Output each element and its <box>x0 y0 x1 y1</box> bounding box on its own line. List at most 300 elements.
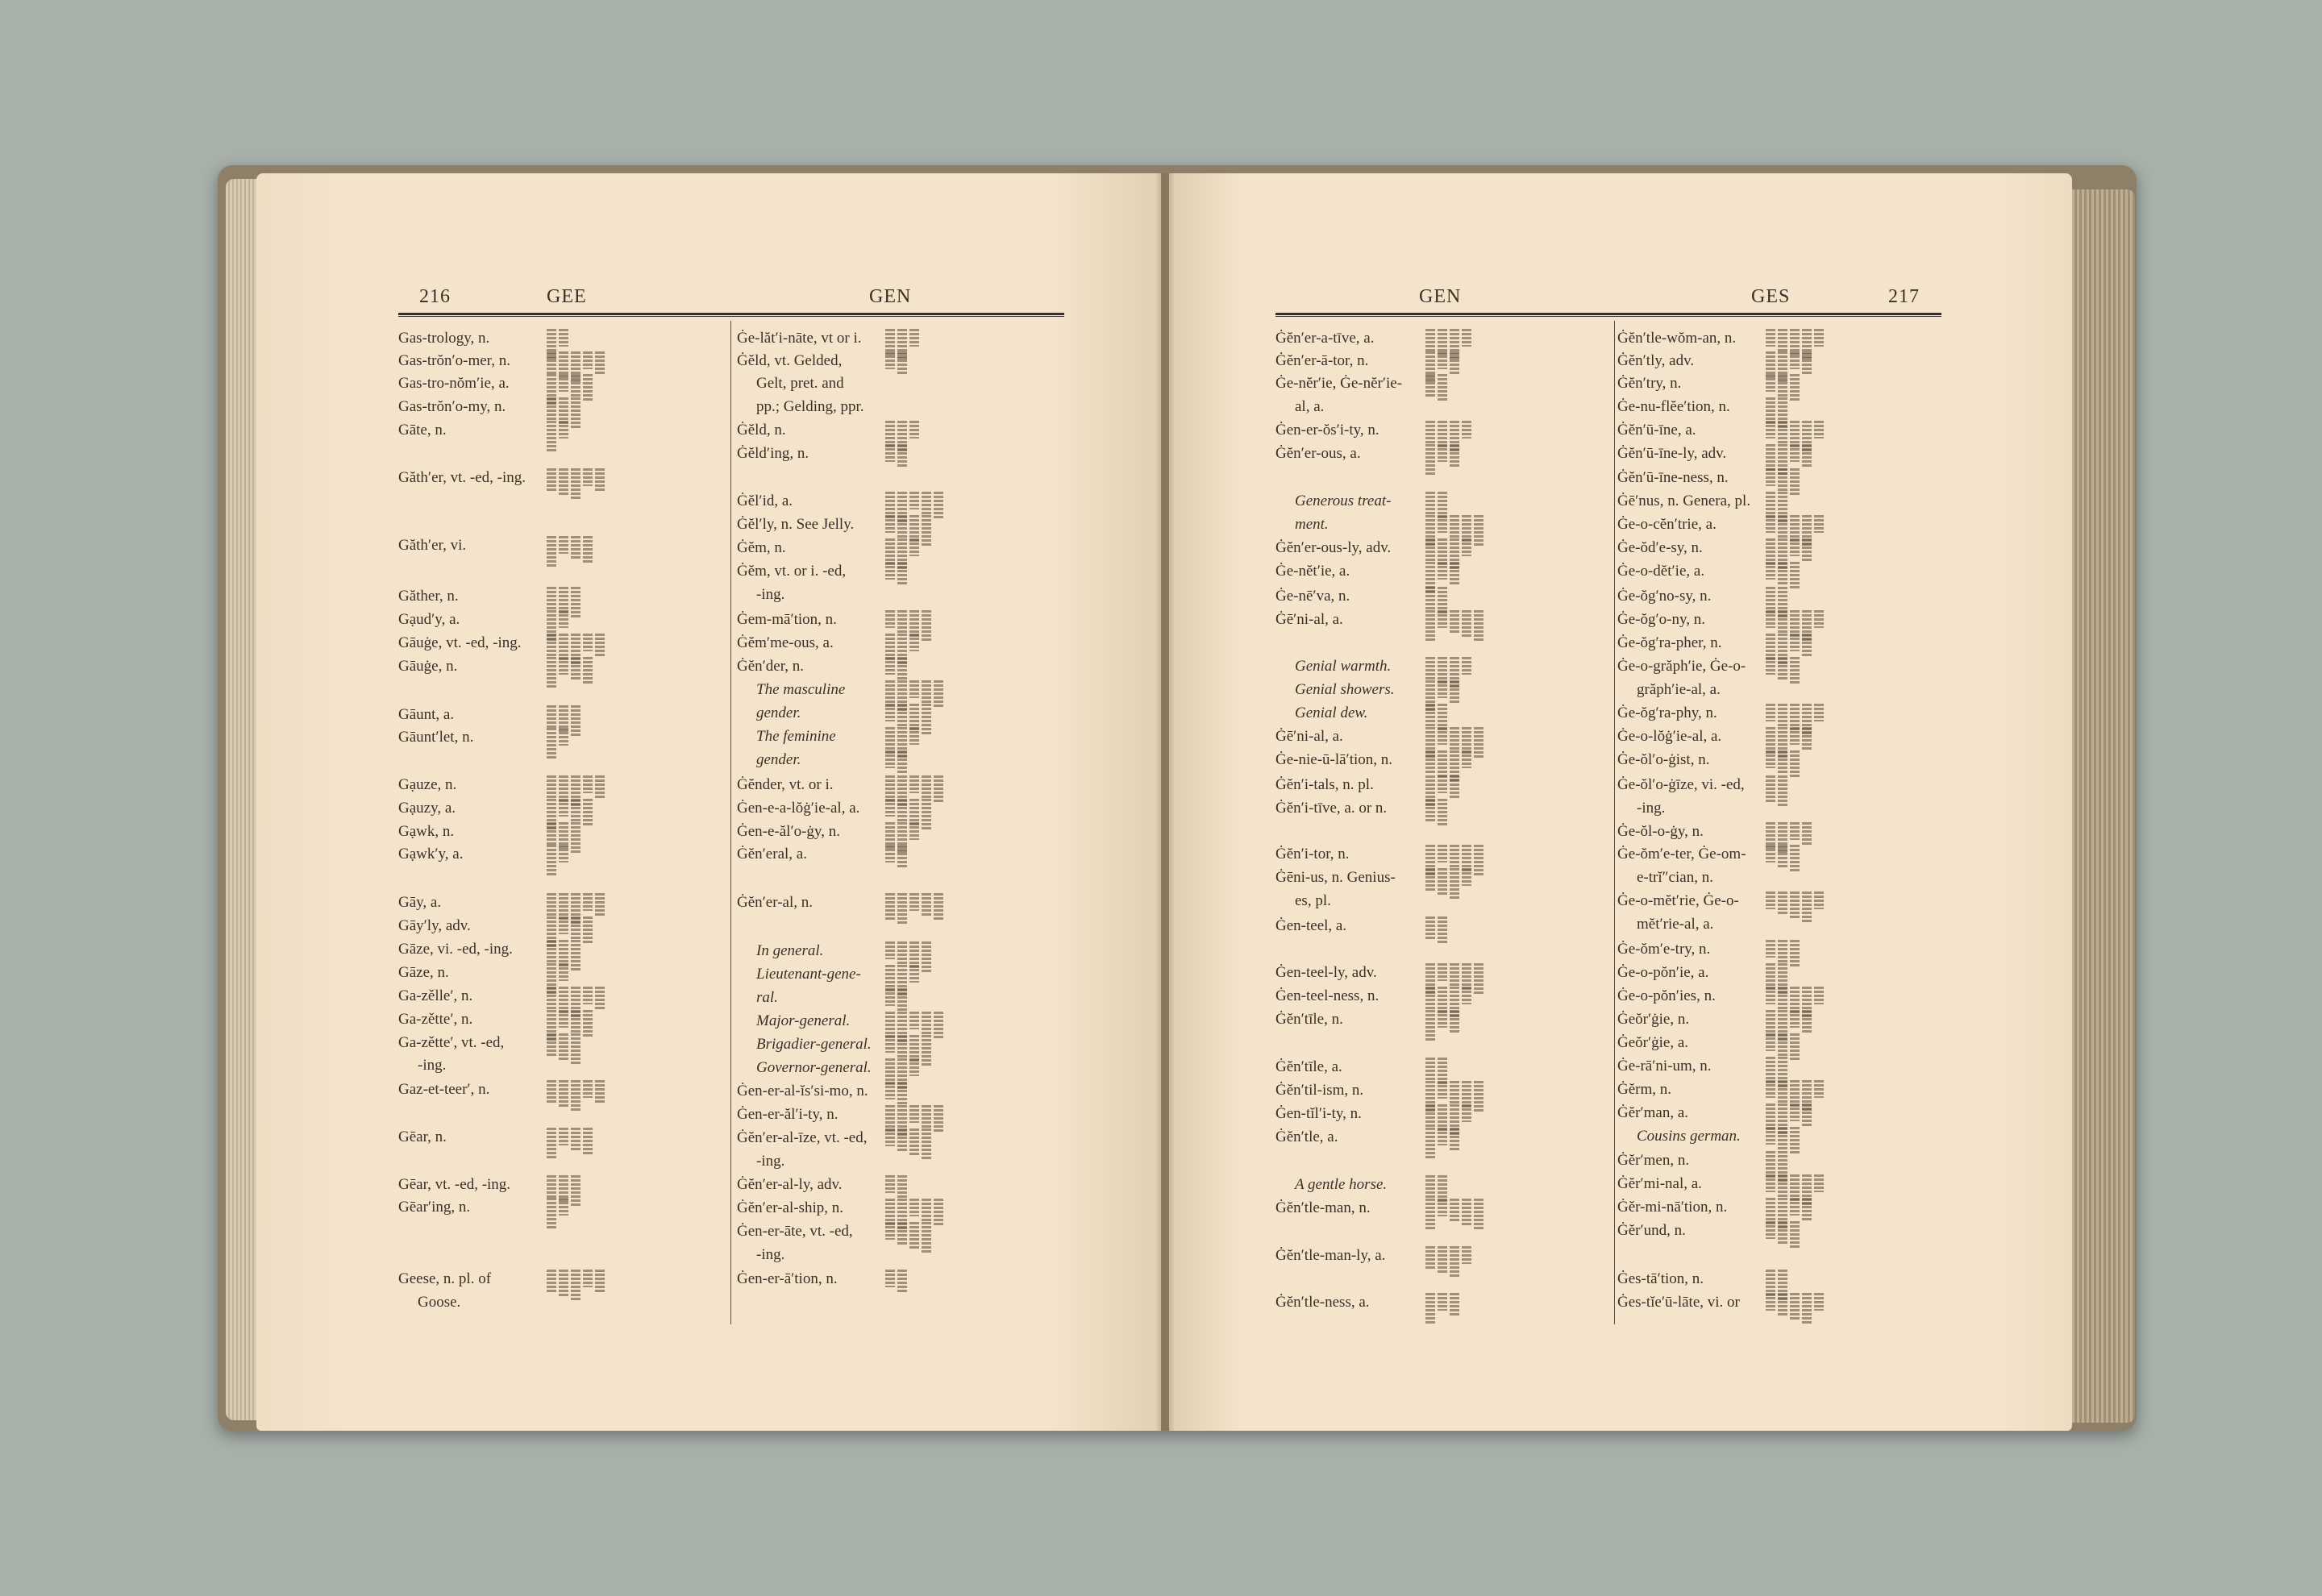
dictionary-entry: Brigadier-general. <box>756 1036 872 1053</box>
gloss-stroke <box>571 374 580 397</box>
gloss-stroke <box>1766 610 1775 628</box>
dictionary-entry: Ġĕl′id, a. <box>737 493 793 509</box>
gloss-stroke <box>571 657 580 680</box>
dictionary-entry: Ġe-ŏd′e-sy, n. <box>1617 539 1703 556</box>
dictionary-entry: Ġē′ni-al, a. <box>1275 611 1343 628</box>
dictionary-entry: Ġe-ŏg′ra-pher, n. <box>1617 634 1722 651</box>
dictionary-entry: Ġe-ŏl-o-ġy, n. <box>1617 823 1704 840</box>
gloss-stroke <box>1802 1010 1812 1033</box>
gloss-stroke <box>1814 987 1824 1004</box>
gloss-stroke <box>1462 538 1471 556</box>
gloss-stroke <box>1766 515 1775 533</box>
gloss-stroke <box>559 657 568 675</box>
gloss-stroke <box>547 634 556 656</box>
gloss-stroke <box>885 657 895 675</box>
gloss-stroke <box>1790 1033 1800 1061</box>
gloss-stroke <box>1778 1080 1787 1103</box>
dictionary-entry: Ġĕrm, n. <box>1617 1081 1672 1098</box>
gloss-stroke <box>547 536 556 568</box>
left-header-guide-start: GEE <box>547 286 587 307</box>
gloss-stroke <box>1814 1174 1824 1192</box>
gloss-stroke <box>1438 610 1447 628</box>
gloss-stroke <box>1778 610 1787 633</box>
gloss-stroke <box>1778 421 1787 443</box>
dictionary-entry: Ġes-tĭe′ū-lāte, vi. or <box>1617 1294 1740 1311</box>
gloss-stroke <box>1766 1174 1775 1192</box>
dictionary-entry: Ġĕn′er-ā-tor, n. <box>1275 352 1369 369</box>
dictionary-entry: Gēar, vt. -ed, -ing. <box>398 1176 511 1193</box>
japanese-gloss-texture <box>547 1198 568 1230</box>
gloss-stroke <box>1462 1199 1471 1226</box>
gloss-stroke <box>922 1222 931 1254</box>
dictionary-entry: Ġe-nĕr′ie, Ġe-nĕr′ie- <box>1275 375 1403 392</box>
gloss-stroke <box>1425 1128 1435 1160</box>
dictionary-entry: Ġē′nus, n. Genera, pl. <box>1617 493 1751 509</box>
dictionary-entry: Ga-zětte′, vt. -ed, <box>398 1034 505 1051</box>
dictionary-entry: Ġe-lăt′i-nāte, vt or i. <box>737 330 862 347</box>
gloss-stroke <box>897 1082 907 1104</box>
gloss-stroke <box>909 965 919 983</box>
gloss-stroke <box>1425 587 1435 609</box>
dictionary-entry: Gaz-et-teer′, n. <box>398 1081 490 1098</box>
gloss-stroke <box>1802 1293 1812 1325</box>
dictionary-entry: Gāy, a. <box>398 894 442 911</box>
gloss-stroke <box>885 562 895 580</box>
dictionary-entry: Ġĕn′er-al-īze, vt. -ed, <box>737 1129 868 1146</box>
japanese-gloss-texture <box>547 728 568 760</box>
japanese-gloss-texture <box>1766 657 1800 684</box>
gloss-stroke <box>547 1198 556 1230</box>
gloss-stroke <box>1802 634 1812 656</box>
dictionary-entry: es, pl. <box>1295 892 1331 909</box>
gloss-stroke <box>922 1128 931 1161</box>
gloss-stroke <box>571 1033 580 1066</box>
gloss-stroke <box>1425 444 1435 476</box>
gloss-stroke <box>885 351 895 369</box>
gloss-stroke <box>583 1080 593 1098</box>
gloss-stroke <box>934 1199 943 1226</box>
dictionary-entry: Găth′er, vi. <box>398 537 467 554</box>
japanese-gloss-texture <box>1425 444 1459 476</box>
gloss-stroke <box>1425 1010 1435 1042</box>
gloss-stroke <box>571 397 580 430</box>
dictionary-entry: Ġe-nĕt′ie, a. <box>1275 563 1350 580</box>
gloss-stroke <box>547 397 556 420</box>
gloss-stroke <box>559 374 568 392</box>
gloss-stroke <box>1802 1103 1812 1126</box>
gloss-stroke <box>1425 1058 1435 1080</box>
gloss-stroke <box>897 941 907 964</box>
gloss-stroke <box>571 1128 580 1150</box>
dictionary-entry: Ġĕm′me-ous, a. <box>737 634 834 651</box>
dictionary-entry: Ġen-tĭl′i-ty, n. <box>1275 1105 1362 1122</box>
gloss-stroke <box>1766 1293 1775 1311</box>
dictionary-entry: Ġĕn′til-ism, n. <box>1275 1082 1364 1099</box>
japanese-gloss-texture <box>1425 374 1447 401</box>
dictionary-entry: Ġe-o-cĕn′trie, a. <box>1617 516 1717 533</box>
gloss-stroke <box>1462 421 1471 438</box>
gloss-stroke <box>1766 775 1775 803</box>
gloss-stroke <box>547 705 556 728</box>
dictionary-entry: Ġēni-us, n. Genius- <box>1275 869 1396 886</box>
gloss-stroke <box>1474 845 1484 877</box>
gloss-stroke <box>583 468 593 486</box>
gloss-stroke <box>547 1270 556 1292</box>
japanese-gloss-texture <box>547 468 605 501</box>
japanese-gloss-texture <box>547 1270 605 1302</box>
gloss-stroke <box>1814 610 1824 628</box>
gloss-stroke <box>1438 374 1447 401</box>
gloss-stroke <box>583 1128 593 1155</box>
gloss-stroke <box>1450 515 1459 538</box>
japanese-gloss-texture <box>547 1080 605 1112</box>
gloss-stroke <box>583 374 593 401</box>
dictionary-entry: -ing. <box>756 1153 785 1170</box>
dictionary-entry: -ing. <box>756 1246 785 1263</box>
dictionary-entry: Gạuze, n. <box>398 776 457 793</box>
gloss-stroke <box>897 845 907 867</box>
gloss-stroke <box>559 963 568 981</box>
gloss-stroke <box>1790 351 1800 369</box>
dictionary-entry: gender. <box>756 751 801 768</box>
gloss-stroke <box>1450 1081 1459 1103</box>
dictionary-entry: Genial warmth. <box>1295 658 1392 675</box>
dictionary-entry: Ġe-o-lŏġ′ie-al, a. <box>1617 728 1722 745</box>
dictionary-entry: Gāte, n. <box>398 422 447 438</box>
gloss-stroke <box>1474 610 1484 642</box>
gloss-stroke <box>1462 868 1471 886</box>
gloss-stroke <box>583 536 593 563</box>
dictionary-entry: Ga-zělle′, n. <box>398 987 473 1004</box>
dictionary-entry: al, a. <box>1295 398 1325 415</box>
gloss-stroke <box>1425 1246 1435 1269</box>
dictionary-entry: Gāze, vi. -ed, -ing. <box>398 941 513 958</box>
dictionary-entry: Ġen-er-ā′tion, n. <box>737 1270 838 1287</box>
japanese-gloss-texture <box>885 1222 931 1254</box>
gloss-stroke <box>547 1175 556 1198</box>
gloss-stroke <box>571 1175 580 1207</box>
dictionary-entry: Gēar, n. <box>398 1128 447 1145</box>
dictionary-entry: Gạuzy, a. <box>398 800 456 817</box>
gloss-stroke <box>1438 1128 1447 1145</box>
dictionary-entry: Ġĕn′ū-īne-ly, adv. <box>1617 445 1727 462</box>
gloss-stroke <box>1438 868 1447 896</box>
gloss-stroke <box>909 634 919 651</box>
dictionary-entry: -ing. <box>1637 800 1666 817</box>
gloss-stroke <box>547 421 556 453</box>
gloss-stroke <box>885 988 895 1006</box>
dictionary-entry: Găther, n. <box>398 588 459 605</box>
dictionary-entry: Ġen-teel, a. <box>1275 917 1347 934</box>
gloss-stroke <box>1790 374 1800 401</box>
dictionary-entry: Ġĕn′tle-man-ly, a. <box>1275 1247 1386 1264</box>
gloss-stroke <box>595 1270 605 1292</box>
dictionary-entry: Gāy′ly, adv. <box>398 917 471 934</box>
dictionary-entry: Ġe-ŏg′no-sy, n. <box>1617 588 1712 605</box>
gloss-stroke <box>1778 515 1787 538</box>
gloss-stroke <box>1814 515 1824 533</box>
gloss-stroke <box>1778 329 1787 351</box>
dictionary-entry: Ġen-e-a-lŏġ′ie-al, a. <box>737 800 860 817</box>
gloss-stroke <box>1425 750 1435 773</box>
gloss-stroke <box>909 1199 919 1216</box>
gloss-stroke <box>1462 610 1471 638</box>
gloss-stroke <box>1450 1293 1459 1315</box>
dictionary-entry: Ġeŏr′ġie, n. <box>1617 1011 1690 1028</box>
dictionary-entry: Generous treat- <box>1295 493 1392 509</box>
gloss-stroke <box>885 1082 895 1099</box>
dictionary-entry: Găth′er, vt. -ed, -ing. <box>398 469 526 486</box>
dictionary-entry: Gāunt, a. <box>398 706 455 723</box>
dictionary-entry: Genial dew. <box>1295 704 1368 721</box>
gloss-stroke <box>559 1010 568 1028</box>
dictionary-entry: Gelt, pret. and <box>756 375 844 392</box>
gloss-stroke <box>909 1012 919 1029</box>
gloss-stroke <box>1790 940 1800 967</box>
japanese-gloss-texture <box>1766 775 1787 808</box>
gloss-stroke <box>547 987 556 1009</box>
gloss-stroke <box>559 799 568 817</box>
gloss-stroke <box>583 916 593 944</box>
dictionary-entry: Gas-trŏn′o-mer, n. <box>398 352 510 369</box>
gloss-stroke <box>909 421 919 438</box>
gloss-stroke <box>1462 987 1471 1004</box>
gloss-stroke <box>1766 704 1775 721</box>
gloss-stroke <box>885 1175 895 1193</box>
dictionary-entry: Ġe-o-grăph′ie, Ġe-o- <box>1617 658 1746 675</box>
gloss-stroke <box>922 1035 931 1067</box>
gloss-stroke <box>1438 351 1447 369</box>
gloss-stroke <box>922 515 931 547</box>
gloss-stroke <box>547 940 556 962</box>
gloss-stroke <box>1462 1246 1471 1264</box>
gloss-stroke <box>897 1035 907 1058</box>
gloss-stroke <box>559 1033 568 1061</box>
dictionary-entry: Governor-general. <box>756 1059 872 1076</box>
dictionary-entry: Ġe-o-pŏn′ie, a. <box>1617 964 1709 981</box>
gloss-stroke <box>922 775 931 798</box>
gloss-stroke <box>1438 916 1447 944</box>
gloss-stroke <box>885 893 895 921</box>
japanese-gloss-texture <box>885 351 907 374</box>
dictionary-entry: Ġen-teel-ness, n. <box>1275 987 1379 1004</box>
gloss-stroke <box>1766 892 1775 909</box>
dictionary-entry: Major-general. <box>756 1012 851 1029</box>
dictionary-entry: Gas-trŏn′o-my, n. <box>398 398 506 415</box>
gloss-stroke <box>1425 329 1435 351</box>
gloss-stroke <box>583 1270 593 1287</box>
japanese-gloss-texture <box>1766 1221 1800 1249</box>
gloss-stroke <box>1790 750 1800 778</box>
gloss-stroke <box>897 610 907 633</box>
gloss-stroke <box>1790 468 1800 496</box>
gloss-stroke <box>885 515 895 533</box>
gloss-stroke <box>1778 987 1787 1009</box>
dictionary-entry: gender. <box>756 704 801 721</box>
gloss-stroke <box>1474 515 1484 547</box>
gloss-stroke <box>559 916 568 934</box>
dictionary-entry: Ġe-o-pŏn′ies, n. <box>1617 987 1716 1004</box>
gloss-stroke <box>909 727 919 745</box>
gloss-stroke <box>1450 1199 1459 1221</box>
gloss-stroke <box>1778 775 1787 808</box>
dictionary-entry: Ġĕn′tly, adv. <box>1617 352 1695 369</box>
gloss-stroke <box>1450 1128 1459 1150</box>
gloss-stroke <box>1766 1221 1775 1239</box>
japanese-gloss-texture <box>885 988 907 1011</box>
dictionary-entry: Ġe-nē′va, n. <box>1275 588 1350 605</box>
japanese-gloss-texture <box>885 1128 931 1161</box>
gloss-stroke <box>897 562 907 584</box>
japanese-gloss-texture <box>885 750 907 773</box>
gloss-stroke <box>559 536 568 554</box>
left-header-rule <box>398 313 1064 317</box>
gloss-stroke <box>547 845 556 877</box>
gloss-stroke <box>1766 1127 1775 1145</box>
japanese-gloss-texture <box>1425 1128 1459 1160</box>
dictionary-entry: Ġĕn′ū-īne, a. <box>1617 422 1696 438</box>
japanese-gloss-texture <box>1425 1293 1459 1325</box>
gloss-stroke <box>1438 1199 1447 1216</box>
gloss-stroke <box>1450 351 1459 374</box>
gloss-stroke <box>1790 1127 1800 1154</box>
gloss-stroke <box>559 845 568 862</box>
dictionary-entry: Gas-tro-nŏm′ie, a. <box>398 375 510 392</box>
gloss-stroke <box>571 1010 580 1033</box>
gloss-stroke <box>571 1080 580 1112</box>
gloss-stroke <box>1425 421 1435 443</box>
gloss-stroke <box>595 468 605 491</box>
gloss-stroke <box>934 492 943 519</box>
gloss-stroke <box>934 680 943 708</box>
gloss-stroke <box>1766 987 1775 1004</box>
gloss-stroke <box>1450 727 1459 750</box>
dictionary-entry: Ġĕn′er-al, n. <box>737 894 813 911</box>
gloss-stroke <box>922 941 931 974</box>
japanese-gloss-texture <box>1425 1199 1484 1231</box>
gloss-stroke <box>1790 1198 1800 1216</box>
dictionary-entry: Ġe-ŏg′o-ny, n. <box>1617 611 1705 628</box>
gloss-stroke <box>897 750 907 773</box>
dictionary-entry: Ġē′ni-al, a. <box>1275 728 1343 745</box>
dictionary-entry: Gạwk, n. <box>398 823 455 840</box>
gloss-stroke <box>922 799 931 831</box>
gloss-stroke <box>583 987 593 1004</box>
gloss-stroke <box>1778 1221 1787 1244</box>
japanese-gloss-texture <box>1766 1293 1824 1325</box>
gloss-stroke <box>559 728 568 746</box>
gloss-stroke <box>909 1105 919 1123</box>
dictionary-entry: -ing. <box>756 586 785 603</box>
gloss-stroke <box>885 610 895 628</box>
japanese-gloss-texture <box>547 1033 580 1066</box>
gloss-stroke <box>909 893 919 911</box>
dictionary-entry: Ġen-er-āte, vt. -ed, <box>737 1223 853 1240</box>
japanese-gloss-texture <box>1425 610 1484 642</box>
gloss-stroke <box>1425 987 1435 1009</box>
gloss-stroke <box>1438 799 1447 826</box>
dictionary-entry: Ġĕn′tle-ness, a. <box>1275 1294 1370 1311</box>
gloss-stroke <box>922 1012 931 1034</box>
dictionary-entry: ment. <box>1295 516 1329 533</box>
gloss-stroke <box>1438 845 1447 862</box>
dictionary-entry: Ġĕn′er-al-ly, adv. <box>737 1176 843 1193</box>
gloss-stroke <box>1766 1033 1775 1051</box>
gloss-stroke <box>1790 727 1800 745</box>
gloss-stroke <box>1802 351 1812 374</box>
gloss-stroke <box>1462 657 1471 675</box>
gloss-stroke <box>571 587 580 619</box>
gloss-stroke <box>1814 704 1824 721</box>
dictionary-entry: Goose. <box>418 1294 461 1311</box>
dictionary-entry: Ġĕn′tīle, a. <box>1275 1058 1342 1075</box>
left-column-divider <box>730 321 731 1324</box>
gloss-stroke <box>1425 538 1435 561</box>
gloss-stroke <box>1450 1246 1459 1278</box>
dictionary-entry: Ġĕr′men, n. <box>1617 1152 1690 1169</box>
japanese-gloss-texture <box>885 1175 907 1198</box>
gloss-stroke <box>571 468 580 501</box>
gloss-stroke <box>897 1128 907 1151</box>
gloss-stroke <box>595 893 605 916</box>
gloss-stroke <box>1790 634 1800 651</box>
dictionary-entry: Ġĕld, vt. Gelded, <box>737 352 843 369</box>
gloss-stroke <box>571 705 580 738</box>
dictionary-entry: Ġĕn′eral, a. <box>737 846 807 862</box>
gloss-stroke <box>1766 1080 1775 1098</box>
japanese-gloss-texture <box>547 657 593 689</box>
gloss-stroke <box>1814 892 1824 909</box>
gloss-stroke <box>559 468 568 496</box>
gloss-stroke <box>1790 562 1800 589</box>
japanese-gloss-texture <box>1425 1010 1459 1042</box>
gloss-stroke <box>922 893 931 916</box>
dictionary-entry: Ġĕr′und, n. <box>1617 1222 1686 1239</box>
gloss-stroke <box>1778 1127 1787 1149</box>
gloss-stroke <box>1438 963 1447 981</box>
gloss-stroke <box>1450 1010 1459 1033</box>
gloss-stroke <box>1778 940 1787 962</box>
gloss-stroke <box>1778 374 1787 397</box>
gloss-stroke <box>885 845 895 862</box>
dictionary-entry: Ġĕl′ly, n. See Jelly. <box>737 516 855 533</box>
japanese-gloss-texture <box>885 562 907 584</box>
gloss-stroke <box>1778 1174 1787 1197</box>
dictionary-entry: A gentle horse. <box>1295 1176 1388 1193</box>
gloss-stroke <box>1425 1175 1435 1198</box>
gloss-stroke <box>885 1270 895 1287</box>
gloss-stroke <box>1438 775 1447 793</box>
gloss-stroke <box>909 680 919 698</box>
gloss-stroke <box>559 1080 568 1108</box>
gloss-stroke <box>1778 845 1787 867</box>
gloss-stroke <box>1462 1104 1471 1122</box>
gloss-stroke <box>1790 538 1800 556</box>
gloss-stroke <box>1778 468 1787 491</box>
japanese-gloss-texture <box>1766 1127 1800 1154</box>
japanese-gloss-texture <box>885 657 907 680</box>
gloss-stroke <box>583 634 593 651</box>
dictionary-entry: Ġe-nu-flĕe′tion, n. <box>1617 398 1730 415</box>
left-header-guide-center: GEN <box>869 286 912 307</box>
gloss-stroke <box>1778 704 1787 726</box>
dictionary-entry: Ġe-o-dĕt′ie, a. <box>1617 563 1705 580</box>
japanese-gloss-texture <box>1766 562 1800 589</box>
dictionary-entry: Ġĕn′try, n. <box>1617 375 1682 392</box>
gloss-stroke <box>1450 845 1459 867</box>
dictionary-entry: Ġĕn′tle, a. <box>1275 1128 1338 1145</box>
gloss-stroke <box>897 1270 907 1292</box>
